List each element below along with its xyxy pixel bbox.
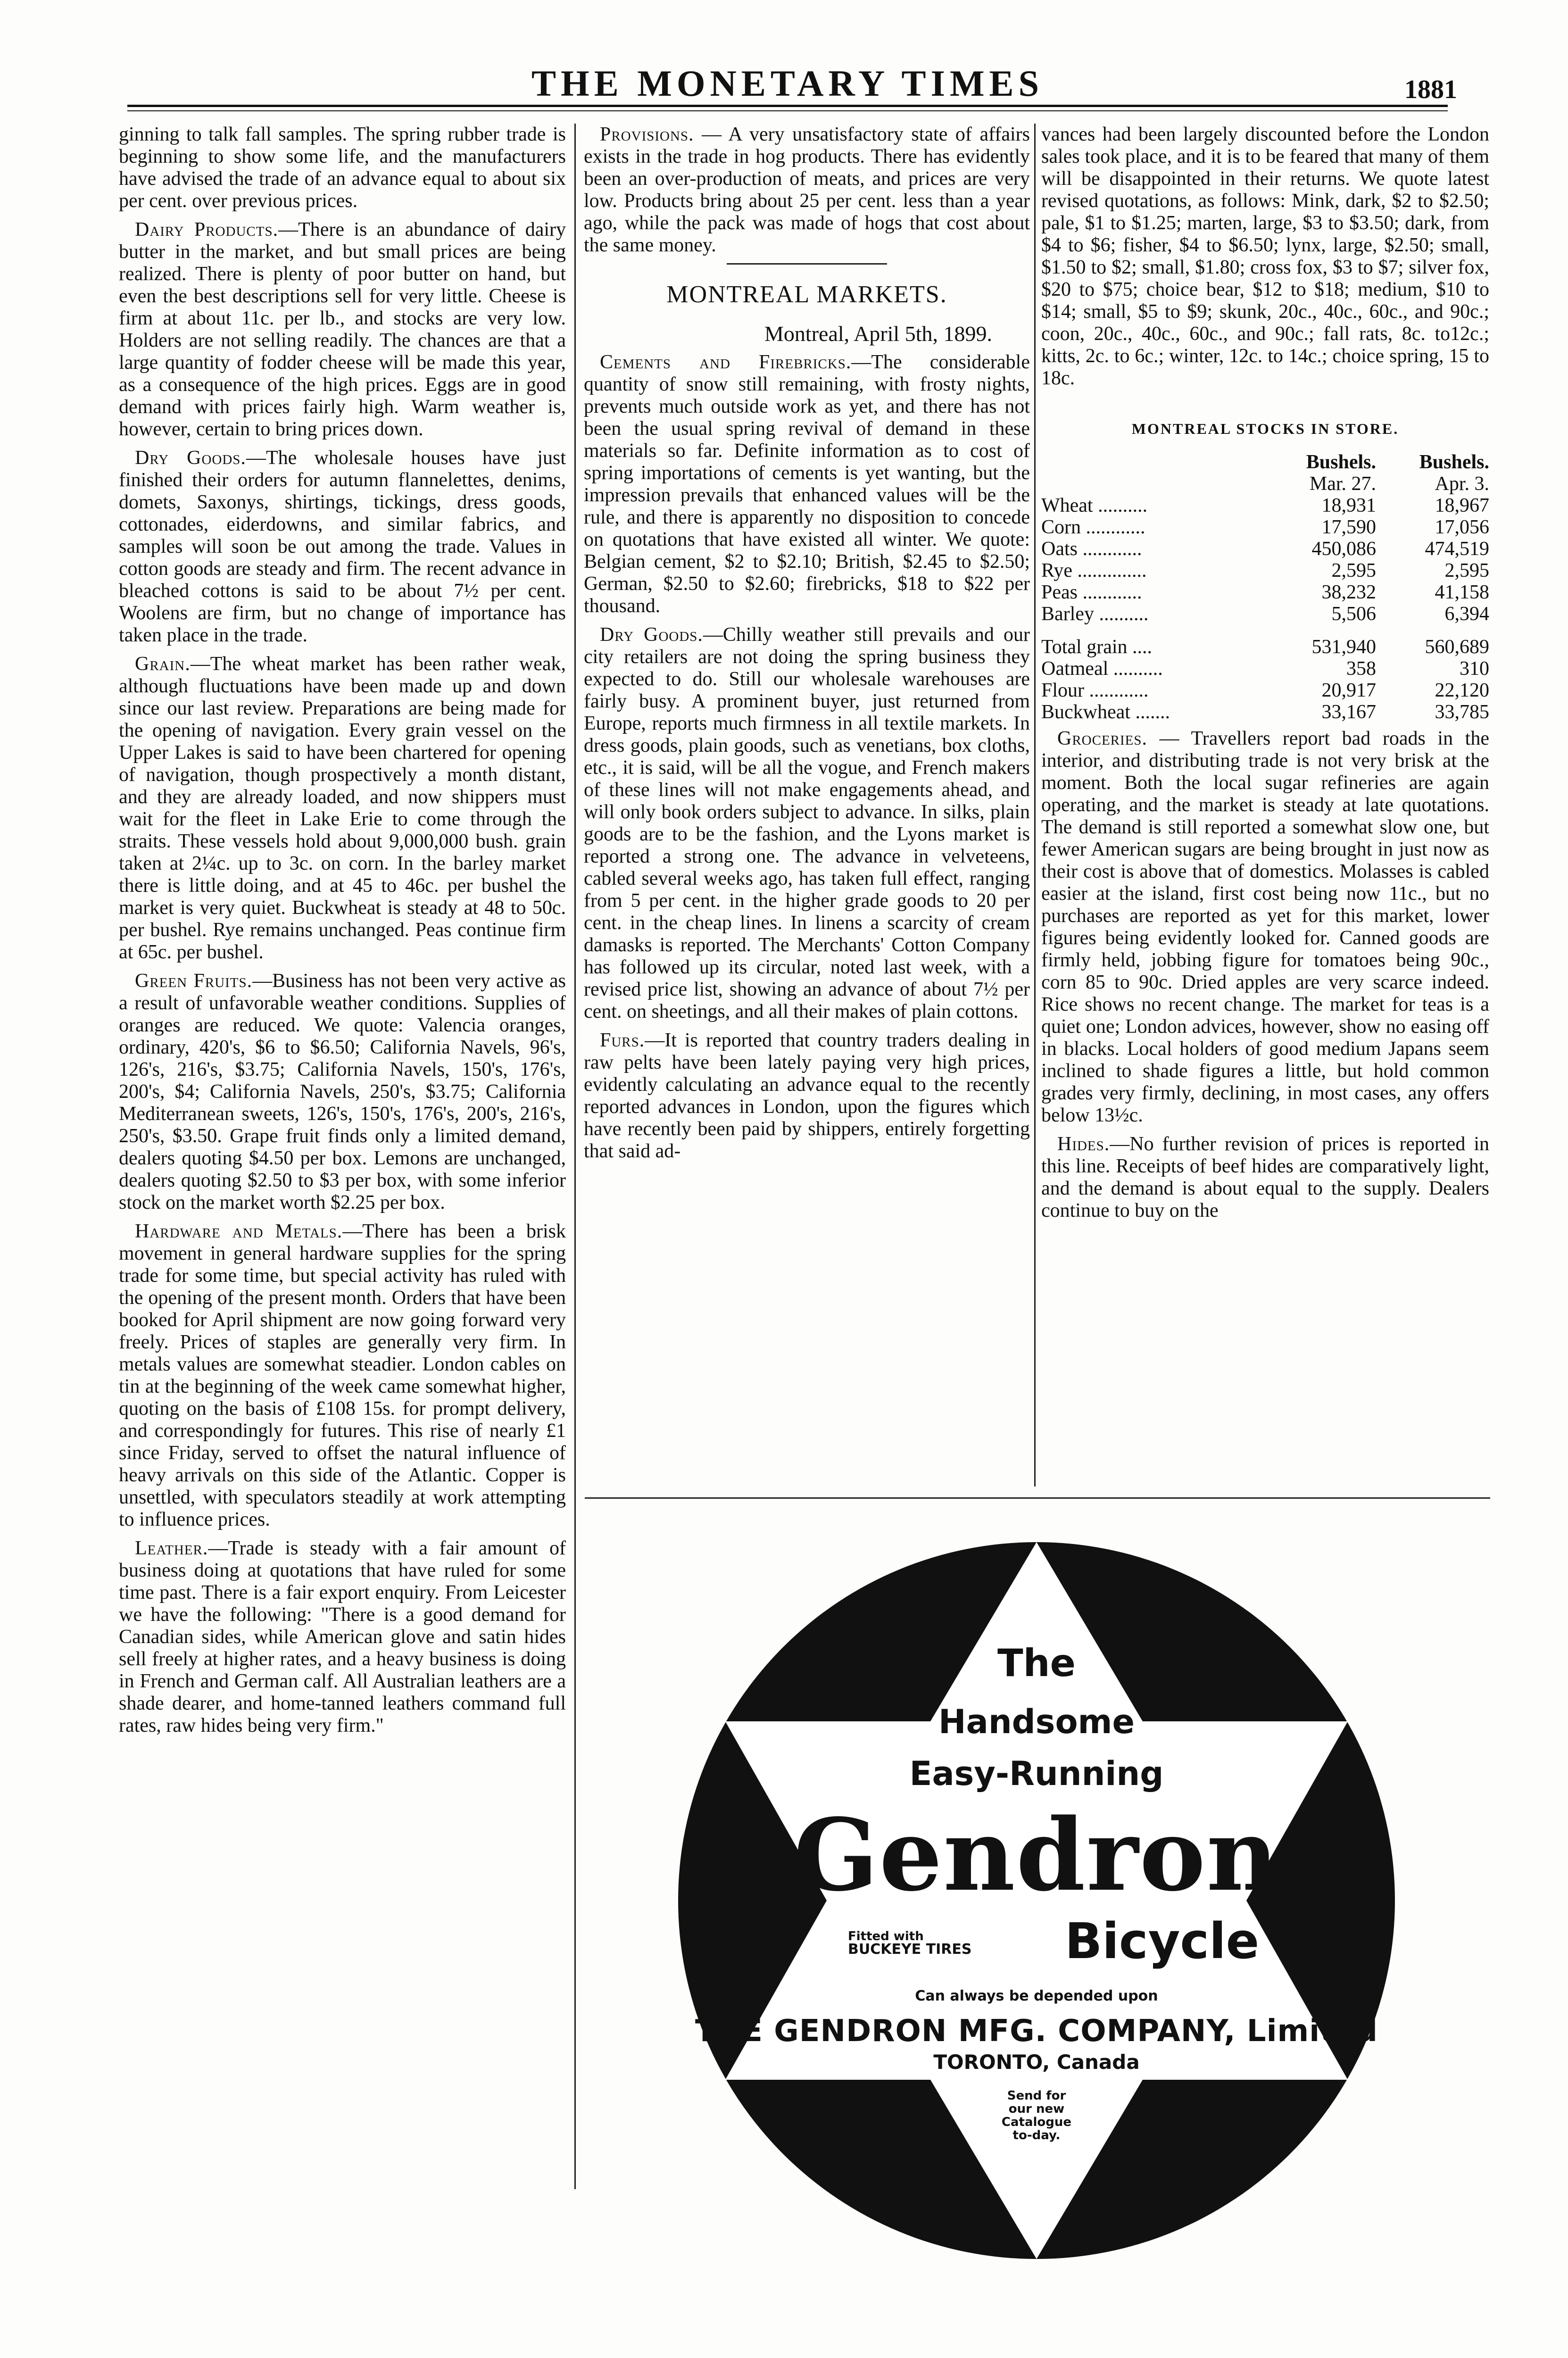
section-lead: Groceries. (1057, 728, 1148, 749)
column-3 (1041, 124, 1489, 1229)
column-2 (584, 124, 1030, 1169)
section-heading: MONTREAL MARKETS. (666, 281, 947, 308)
column-date: Mar. 27. (1309, 473, 1376, 495)
article-paragraph: Hides.—No further revision of prices is reported in this line. Receipts of beef hides are comparatively light, and the demand is about equal to the supply. Dealers continue to buy on the (1041, 1133, 1489, 1221)
table-row: Oatmeal .......... 358 310 (1041, 658, 1489, 680)
article-paragraph: Dry Goods.—The wholesale houses have just finished their orders for autumn flannelettes, denims, domets, Saxonys, shirtings, tickings, dress goods, cottonades, eiderdowns, and similar fabrics, and samples will soon be out among the trade. Values in cotton goods are steady and firm. The recent advance in bleached cottons is said to be about 7½ per cent. Woolens are firm, but no change of importance has taken place in the trade. (119, 447, 566, 646)
section-lead: Dairy Products. (135, 219, 279, 241)
ad-tagline: Can always be depended upon (915, 1988, 1158, 2004)
masthead (127, 56, 1457, 108)
section-lead: Hardware and Metals. (135, 1221, 343, 1242)
stocks-table-title: MONTREAL STOCKS IN STORE. (1131, 420, 1399, 437)
ad-brand-name: Gendron (794, 1797, 1279, 1913)
article-paragraph: Furs.—It is reported that country traders dealing in raw pelts have been lately paying very high prices, evidently calculating an advance equal to the recently reported advances in London, upon the figures which have recently been paid by shippers, entirely forgetting that said ad- (584, 1030, 1030, 1162)
article-paragraph: ginning to talk fall samples. The spring rubber trade is beginning to show some life, and the manufacturers have advised the trade of an advance equal to about six per cent. over previous prices. (119, 124, 566, 212)
ad-company-name: THE GENDRON MFG. COMPANY, Limited (695, 2014, 1378, 2049)
column-divider (574, 124, 576, 2189)
ad-tires-note: Fitted with BUCKEYE TIRES (848, 1929, 972, 1958)
section-lead: Dry Goods. (135, 447, 246, 469)
section-lead: Furs. (600, 1030, 645, 1051)
table-row-total: Total grain .... 531,940 560,689 (1041, 636, 1489, 658)
column-divider (1034, 124, 1036, 1486)
article-paragraph: Groceries. — Travellers report bad roads in the interior, and distributing trade is not very brisk at the moment. Both the local sugar refineries are again operating, and the market is steady at late quotations. The demand is still reported a somewhat slow one, but fewer American sugars are being brought in just now as their cost is above that of domestics. Molasses is cabled easier at the island, first cost being now 11c., but no purchases are reported as yet for this market, lower figures being evidently looked for. Canned goods are firmly held, jobbing figure for tomatoes being 90c., corn 85 to 90c. Dried apples are very scarce indeed. Rice shows no recent change. The market for teas is a quiet one; London advices, however, show no easing off in blacks. Local holders of good medium Japans seem inclined to shade figures a little, but hold common grades very firmly, declining, in most cases, any offers below 13½c. (1041, 728, 1489, 1126)
article-paragraph: Green Fruits.—Business has not been very active as a result of unfavorable weather conditions. Supplies of oranges are reduced. We quote: Valencia oranges, ordinary, 420's, $6 to $6.50; California Navels, 96's, 126's, 216's, $3.75; California Navels, 150's, 176's, 200's, $4; California Navels, 250's, $3.75; California Mediterranean sweets, 126's, 150's, 176's, 200's, 216's, 250's, $3.50. Grape fruit finds only a limited demand, dealers quoting $4.50 per box. Lemons are unchanged, dealers quoting $2.50 to $3 per box, with some inferior stock on the market worth $2.25 per box. (119, 970, 566, 1213)
section-lead: Cements and Firebricks. (600, 351, 852, 373)
table-header-row (1041, 451, 1489, 473)
ad-line-the: The (997, 1641, 1076, 1685)
section-lead: Leather. (135, 1537, 208, 1559)
article-paragraph: Dry Goods.—Chilly weather still prevails and our city retailers are not doing the spring business they expected to do. Still our wholesale warehouses are fairly busy. A prominent buyer, just returned from Europe, reports much firmness in all textile markets. In dress goods, plain goods, such as venetians, box cloths, etc., it is said, will be all the vogue, and French makers of these lines will not make engagements ahead, and will only book orders subject to advance. In silks, plain goods are to be the fashion, and the Lyons market is reported a strong one. The advance in velveteens, cabled several weeks ago, has taken full effect, ranging from 5 per cent. in the higher grade goods to 20 per cent. in the cheap lines. In linens a scarcity of cream damasks is reported. The Merchants' Cotton Company has followed up its circular, noted last week, with a revised price list, showing an advance of about 7½ per cent. on sheetings, and all their makes of plain cottons. (584, 624, 1030, 1022)
article-paragraph: Hardware and Metals.—There has been a brisk movement in general hardware supplies for the spring trade for some time, but special activity has ruled with the opening of the present month. Orders that have been booked for April shipment are now going forward very freely. Prices of staples are generally very firm. In metals values are somewhat steadier. London cables on tin at the beginning of the week came somewhat higher, quoting on the basis of £108 15s. for prompt delivery, and correspondingly for futures. This rise of nearly £1 since Friday, served to offset the natural influence of heavy arrivals on this side of the Atlantic. Copper is unsettled, with speculators steadily at work attempting to influence prices. (119, 1221, 566, 1530)
header-rule (127, 105, 1448, 107)
table-row: Peas ............ 38,232 41,158 (1041, 581, 1489, 603)
page-number: 1881 (1404, 75, 1457, 104)
publication-title: THE MONETARY TIMES (531, 63, 1044, 104)
column-header: Bushels. (1419, 451, 1489, 473)
table-row: Buckwheat ....... 33,167 33,785 (1041, 701, 1489, 723)
dateline: Montreal, April 5th, 1899. (764, 322, 992, 346)
article-paragraph: Cements and Firebricks.—The considerable quantity of snow still remaining, with frosty nights, prevents much outside work as yet, and there has not been the usual spring revival of demand in these materials so far. Definite information as to cost of spring importations of cements is yet wanting, but the impression prevails that enhanced values will be the rule, and there is apparently no disposition to concede on quotations that have existed all winter. We quote: Belgian cement, $2 to $2.10; British, $2.45 to $2.50; German, $2.50 to $2.60; firebricks, $18 to $22 per thousand. (584, 351, 1030, 617)
section-lead: Hides. (1057, 1133, 1110, 1155)
article-paragraph: Dairy Products.—There is an abundance of dairy butter in the market, and but small prices are being realized. There is plenty of poor butter on hand, but even the best descriptions sell for very little. Cheese is firm at about 11c. per lb., and stocks are very low. Holders are not selling readily. The chances are that a large quantity of fodder cheese will be made this year, as a consequence of the high prices. Eggs are in good demand with prices fairly high. Warm weather is, however, certain to bring prices down. (119, 219, 566, 440)
ad-company-city: TORONTO, Canada (933, 2051, 1140, 2074)
column-date: Apr. 3. (1435, 473, 1489, 495)
table-header-row (1041, 473, 1489, 495)
header-rule-thin (127, 110, 1448, 111)
table-row: Oats ............ 450,086 474,519 (1041, 538, 1489, 560)
ad-line-handsome: Handsome (938, 1702, 1135, 1741)
ad-call-to-action: Send for our new Catalogue to-day. (1001, 2089, 1072, 2142)
ad-line-easy-running: Easy-Running (909, 1754, 1164, 1793)
ad-product-name: Bicycle (1065, 1912, 1260, 1970)
table-row: Wheat .......... 18,931 18,967 (1041, 495, 1489, 516)
article-paragraph: vances had been largely discounted before the London sales took place, and it is to be feared that many of them will be disappointed in their returns. We quote latest revised quotations, as follows: Mink, dark, $2 to $2.50; pale, $1 to $1.25; marten, large, $3 to $3.50; dark, from $4 to $6; fisher, $4 to $6.50; lynx, large, $2.50; small, $1.50 to $2; small, $1.80; cross fox, $3 to $7; silver fox, $20 to $75; choice bear, $12 to $18; medium, $10 to $14; small, $5 to $9; skunk, 20c., 40c., 60c., and 90c.; coon, 20c., 40c., 60c., and 90c.; fall rats, 8c. to12c.; kitts, 2c. to 6c.; winter, 12c. to 14c.; choice spring, 15 to 18c. (1041, 124, 1489, 389)
column-header: Bushels. (1306, 451, 1376, 473)
section-lead: Green Fruits. (135, 970, 253, 992)
table-row: Corn ............ 17,590 17,056 (1041, 516, 1489, 538)
article-paragraph: Leather.—Trade is steady with a fair amount of business doing at quotations that have ruled for some time past. There is a fair export enquiry. From Leicester we have the following: "There is a good demand for Canadian sides, while American glove and satin hides sell freely at higher rates, and a heavy business is doing in French and German calf. All Australian leathers are a shade dearer, and home-tanned leathers command full rates, raw hides being very firm." (119, 1537, 566, 1736)
advertisement-rule (585, 1497, 1490, 1499)
table-row: Barley .......... 5,506 6,394 (1041, 603, 1489, 625)
section-divider (727, 263, 887, 265)
gendron-bicycle-advertisement (669, 1533, 1404, 2268)
section-lead: Provisions. (600, 124, 694, 145)
table-row: Flour ............ 20,917 22,120 (1041, 680, 1489, 701)
stocks-table (1041, 451, 1489, 723)
section-lead: Grain. (135, 653, 191, 675)
column-1 (119, 124, 566, 1744)
table-row: Rye .............. 2,595 2,595 (1041, 560, 1489, 581)
article-paragraph: Grain.—The wheat market has been rather weak, although fluctuations have been made up and down since our last review. Preparations are being made for the opening of navigation. Every grain vessel on the Upper Lakes is said to have been chartered for opening of navigation, though prospectively a month distant, and they are already loaded, and now shippers must wait for the fleet in Lake Erie to come through the straits. These vessels hold about 9,000,000 bush. grain taken at 2¼c. up to 3c. on corn. In the barley market there is little doing, and at 45 to 46c. per bushel the market is very quiet. Buckwheat is steady at 48 to 50c. per bushel. Rye remains unchanged. Peas continue firm at 65c. per bushel. (119, 653, 566, 963)
article-paragraph: Provisions. — A very unsatisfactory state of affairs exists in the trade in hog products. There has evidently been an over-production of meats, and prices are very low. Products bring about 25 per cent. less than a year ago, while the pack was made of hogs that cost about the same money. (584, 124, 1030, 256)
section-lead: Dry Goods. (600, 624, 703, 646)
